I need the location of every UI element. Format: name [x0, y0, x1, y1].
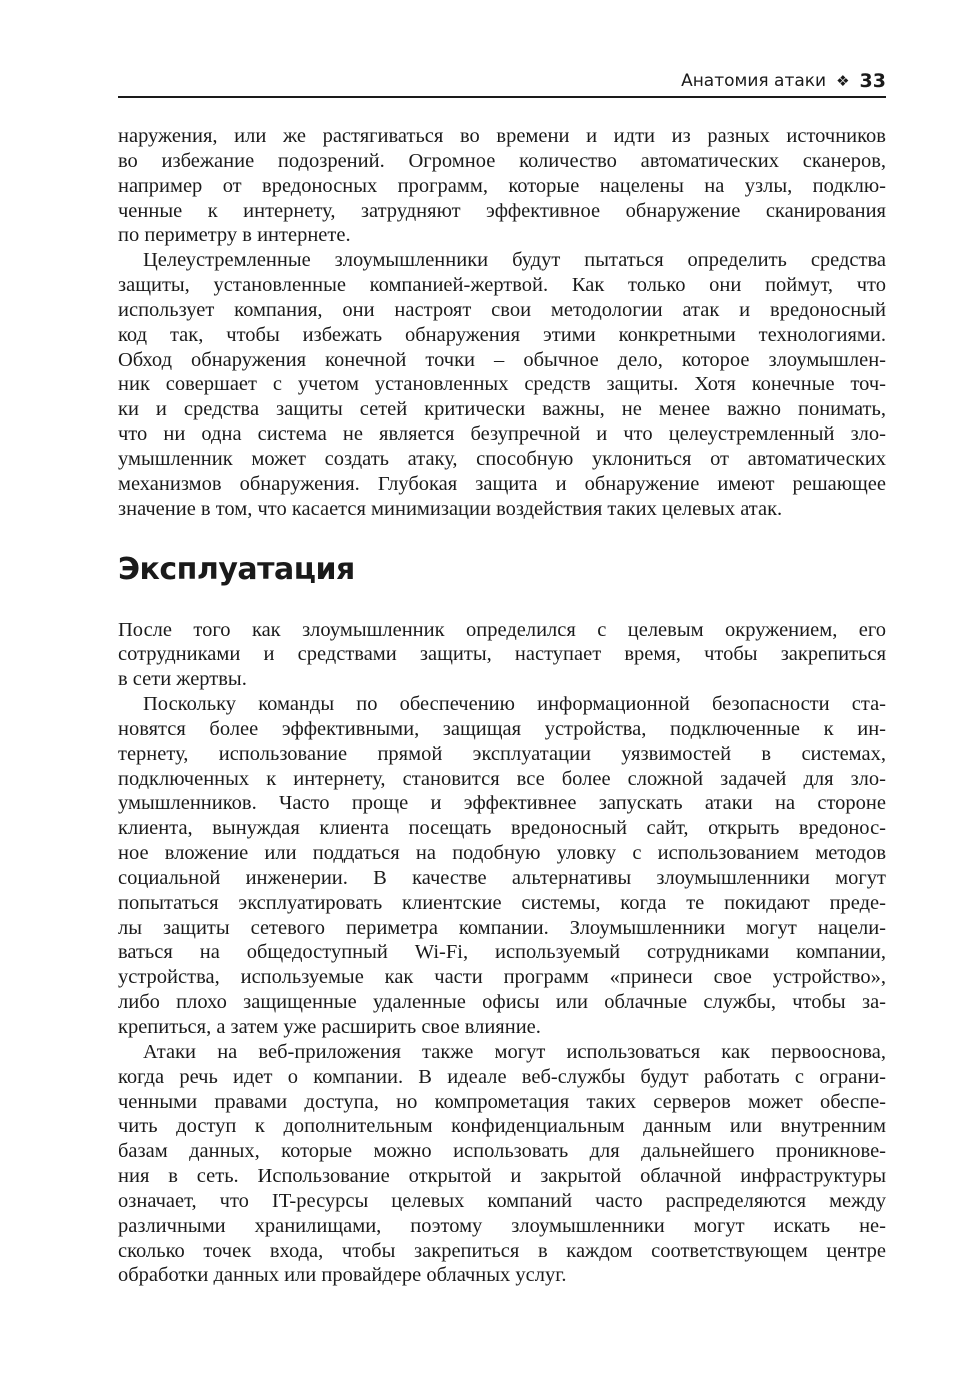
text-line: Обход обнаружения конечной точки – обычное дело, которое злоумышлен- [118, 348, 886, 371]
text-line: устройства, используемые как части программ «принеси свое устройство», [118, 966, 886, 989]
running-title: Анатомия атаки [681, 71, 827, 91]
text-line: когда речь идет о компании. В идеале веб-службы будут работать с ограни- [118, 1065, 886, 1088]
text-line: подключенных к интернету, становится все более сложной задачей для зло- [118, 767, 886, 790]
text-line: социальной инженерии. В качестве альтернативы злоумышленники могут [118, 866, 886, 889]
text-line: попытаться эксплуатировать клиентские системы, когда те покидают преде- [118, 891, 886, 914]
section-heading: Эксплуатация [118, 551, 355, 587]
text-line: новятся более эффективными, защищая устройства, подключенные к ин- [118, 717, 886, 740]
paragraph [118, 248, 886, 521]
text-line: различными хранилищами, поэтому злоумышленники могут искать не- [118, 1214, 886, 1237]
text-line: например от вредоносных программ, которые нацелены на узлы, подклю- [118, 174, 886, 197]
text-line: крепиться, а затем уже расширить свое влияние. [118, 1016, 541, 1038]
ornament-icon: ❖ [836, 72, 850, 90]
text-line: ник совершает с учетом установленных средств защиты. Хотя конечные точ- [118, 373, 886, 396]
text-line: Поскольку команды по обеспечению информационной безопасности ста- [143, 693, 886, 716]
text-line: обработки данных или провайдере облачных услуг. [118, 1264, 567, 1287]
text-line: код так, чтобы избежать обнаружения этими конкретными технологиями. [118, 323, 886, 346]
text-line: защиты, установленные компанией-жертвой. Как только они поймут, что [118, 274, 886, 297]
text-line: во избежание подозрений. Огромное количество автоматических сканеров, [118, 149, 886, 172]
text-line: механизмов обнаружения. Глубокая защита и обнаружение имеют решающее [118, 472, 886, 495]
text-line: ченными правами доступа, но компрометация таких серверов может обеспе- [118, 1090, 886, 1113]
text-line: по периметру в интернете. [118, 224, 351, 247]
paragraph [118, 1040, 886, 1288]
text-line: ваться на общедоступный Wi-Fi, используемый сотрудниками компании, [118, 941, 886, 964]
page-body [118, 124, 886, 1288]
paragraph [118, 124, 886, 248]
text-line: После того как злоумышленник определился с целевым окружением, его [118, 618, 886, 641]
text-line: чить доступ к дополнительным конфиденциальным данным или внутренним [118, 1115, 886, 1138]
text-line: наружения, или же растягиваться во времени и идти из разных источников [118, 125, 886, 147]
text-line: ное вложение или поддаться на подобную уловку с использованием методов [118, 842, 886, 865]
text-line: ченные к интернету, затрудняют эффективное обнаружение сканирования [118, 199, 886, 222]
running-header [118, 66, 886, 98]
text-line: сотрудниками и средствами защиты, наступает время, чтобы закрепиться [118, 643, 886, 666]
paragraph [118, 692, 886, 1040]
text-line: ния в сеть. Использование открытой и закрытой облачной инфраструктуры [118, 1165, 886, 1188]
text-line: лы защиты сетевого периметра компании. Злоумышленники могут нацели- [118, 916, 886, 939]
text-line: клиента, вынуждая клиента посещать вредоносный сайт, открыть вредонос- [118, 817, 886, 840]
text-line: значение в том, что касается минимизации воздействия таких целевых атак. [118, 497, 783, 520]
text-line: ки и средства защиты сетей критически важны, не менее важно понимать, [118, 398, 886, 421]
text-line: что ни одна система не является безупречной и что целеустремленный зло- [118, 423, 886, 446]
text-line: тернету, использование прямой эксплуатации уязвимостей в системах, [118, 742, 886, 765]
text-line: умышленников. Часто проще и эффективнее запускать атаки на стороне [118, 792, 886, 815]
text-line: умышленник может создать атаку, способную уклониться от автоматических [118, 447, 886, 470]
text-line: базам данных, которые можно использовать для дальнейшего проникнове- [118, 1140, 886, 1163]
text-line: Целеустремленные злоумышленники будут пытаться определить средства [143, 249, 886, 272]
page-number: 33 [859, 70, 886, 92]
text-line: либо плохо защищенные удаленные офисы или облачные службы, чтобы за- [118, 991, 886, 1014]
text-line: означает, что IT-ресурсы целевых компаний часто распределяются между [118, 1189, 886, 1212]
text-line: в сети жертвы. [118, 668, 247, 691]
text-line: Атаки на веб-приложения также могут использоваться как первооснова, [143, 1040, 886, 1063]
paragraph [118, 618, 886, 693]
text-line: сколько точек входа, чтобы закрепиться в каждом соответствующем центре [118, 1239, 886, 1262]
text-line: использует компания, они настроят свои методологии атак и вредоносный [118, 298, 886, 321]
